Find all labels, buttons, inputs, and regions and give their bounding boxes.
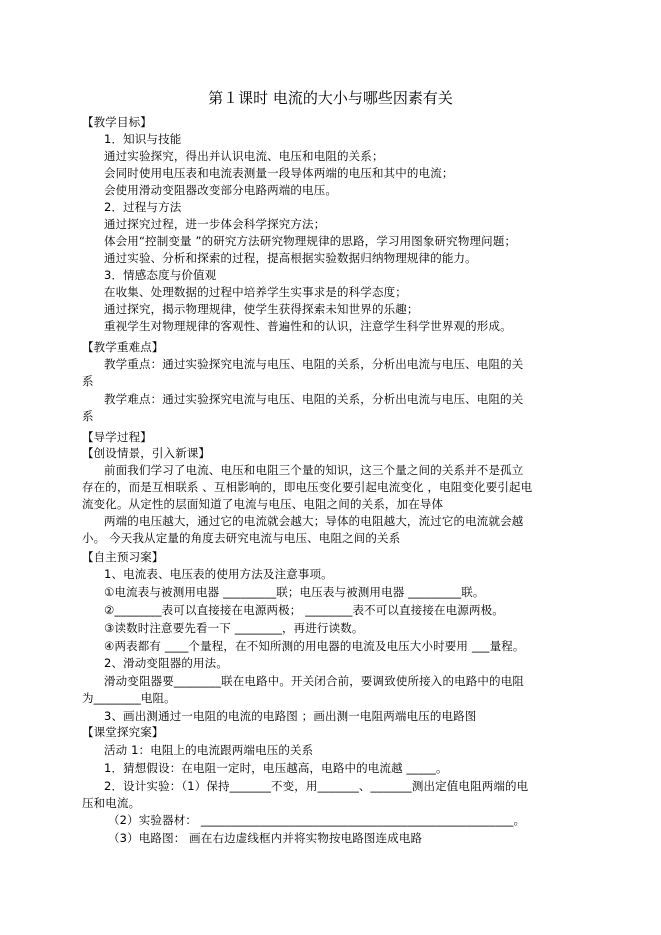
text-line: 3、画出测通过一电阻的电流的电路图 ；画出测一电阻两端电压的电路图 — [104, 709, 477, 723]
text-line: 在收集、处理数据的过程中培养学生实事求是的科学态度； — [104, 285, 407, 299]
text-line: 教学重点：通过实验探究电流与电压、电阻的关系，分析出电流与电压、电阻的关 — [104, 357, 524, 371]
text-line: 前面我们学习了电流、电压和电阻三个量的知识，这三个量之间的关系并不是孤立 — [104, 463, 524, 477]
section-heading-class-inquiry: 【课堂探究案】 — [82, 725, 164, 739]
text-line: 重视学生对物理规律的客观性、普遍性和的认识，注意学生科学世界观的形成。 — [104, 319, 512, 333]
text-line: 2、滑动变阻器的用法。 — [104, 656, 228, 670]
activity-heading: 活动 1：电阻上的电流跟两端电压的关系 — [104, 743, 314, 757]
text-line: （3）电路图： 画在右边虚线框内并将实物按电路图连成电路 — [108, 831, 423, 845]
section-heading-self-study: 【自主预习案】 — [82, 550, 164, 564]
text-line: 两端的电压越大，通过它的电流就会越大；导体的电阻越大，流过它的电流就会越 — [104, 514, 524, 528]
section-heading-key-points: 【教学重难点】 — [82, 340, 164, 354]
fill-in-line: 2．设计实验：（1）保持_______不变，用_______、_______测出定值电阻两端的电 — [104, 779, 529, 793]
text-line: 压和电流。 — [82, 796, 141, 810]
fill-in-line: ④两表都有 ____个量程，在不知所测的用电器的电流及电压大小时要用 ___量程。 — [104, 639, 525, 653]
text-line: 系 — [82, 409, 94, 423]
text-line: 流变化。从定性的层面知道了电流与电压、电阻之间的关系，加在导体 — [82, 497, 444, 511]
subheading-attitude: 3．情感态度与价值观 — [104, 268, 217, 282]
fill-in-line: （2）实验器材： _____________________________________________________。 — [108, 813, 526, 827]
text-line: 会同时使用电压表和电流表测量一段导体两端的电压和其中的电流； — [104, 166, 454, 180]
fill-in-line: ②________表可以直接接在电源两极； ________表不可以直接接在电源两极。 — [104, 603, 504, 617]
text-line: 体会用“控制变量 ”的研究方法研究物理规律的思路，学习用图象研究物理问题； — [104, 234, 517, 248]
fill-in-line: 为________电阻。 — [82, 691, 176, 705]
text-line: 存在的，而是互相联系 、互相影响的，即电压变化要引起电流变化 ，电阻变化要引起电 — [82, 480, 533, 494]
subheading-knowledge: 1．知识与技能 — [104, 132, 182, 146]
text-line: 通过探究过程，进一步体会科学探究方法； — [104, 217, 326, 231]
text-line: 会使用滑动变阻器改变部分电路两端的电压。 — [104, 183, 337, 197]
text-line: 1、电流表、电压表的使用方法及注意事项。 — [104, 567, 333, 581]
text-line: 教学难点：通过实验探究电流与电压、电阻的关系，分析出电流与电压、电阻的关 — [104, 392, 524, 406]
text-line: 通过实验、分析和探索的过程，提高根据实验数据归纳物理规律的能力。 — [104, 251, 477, 265]
fill-in-line: ①电流表与被测用电器 _________联；电压表与被测用电器 _________联。 — [104, 585, 485, 599]
text-line: 通过探究，揭示物理规律，使学生获得探索未知世界的乐趣； — [104, 302, 419, 316]
section-heading-scenario: 【创设情景，引入新课】 — [82, 446, 211, 460]
fill-in-line: 滑动变阻器要________联在电路中。开关闭合前，要调致使所接入的电路中的电阻 — [104, 674, 524, 688]
fill-in-line: ③读数时注意要先看一下 ________，再进行读数。 — [104, 621, 364, 635]
text-line: 系 — [82, 374, 94, 388]
subheading-process: 2．过程与方法 — [104, 200, 182, 214]
text-line: 小。 今天我从定量的角度去研究电流与电压、电阻之间的关系 — [82, 531, 401, 545]
section-heading-process: 【导学过程】 — [82, 430, 152, 444]
document-title: 第１课时 电流的大小与哪些因素有关 — [208, 89, 453, 107]
fill-in-line: 1．猜想假设：在电阻一定时，电压越高，电路中的电流越 _____。 — [104, 761, 448, 775]
text-line: 通过实验探究，得出并认识电流、电压和电阻的关系； — [104, 149, 384, 163]
section-heading-objectives: 【教学目标】 — [82, 115, 152, 129]
